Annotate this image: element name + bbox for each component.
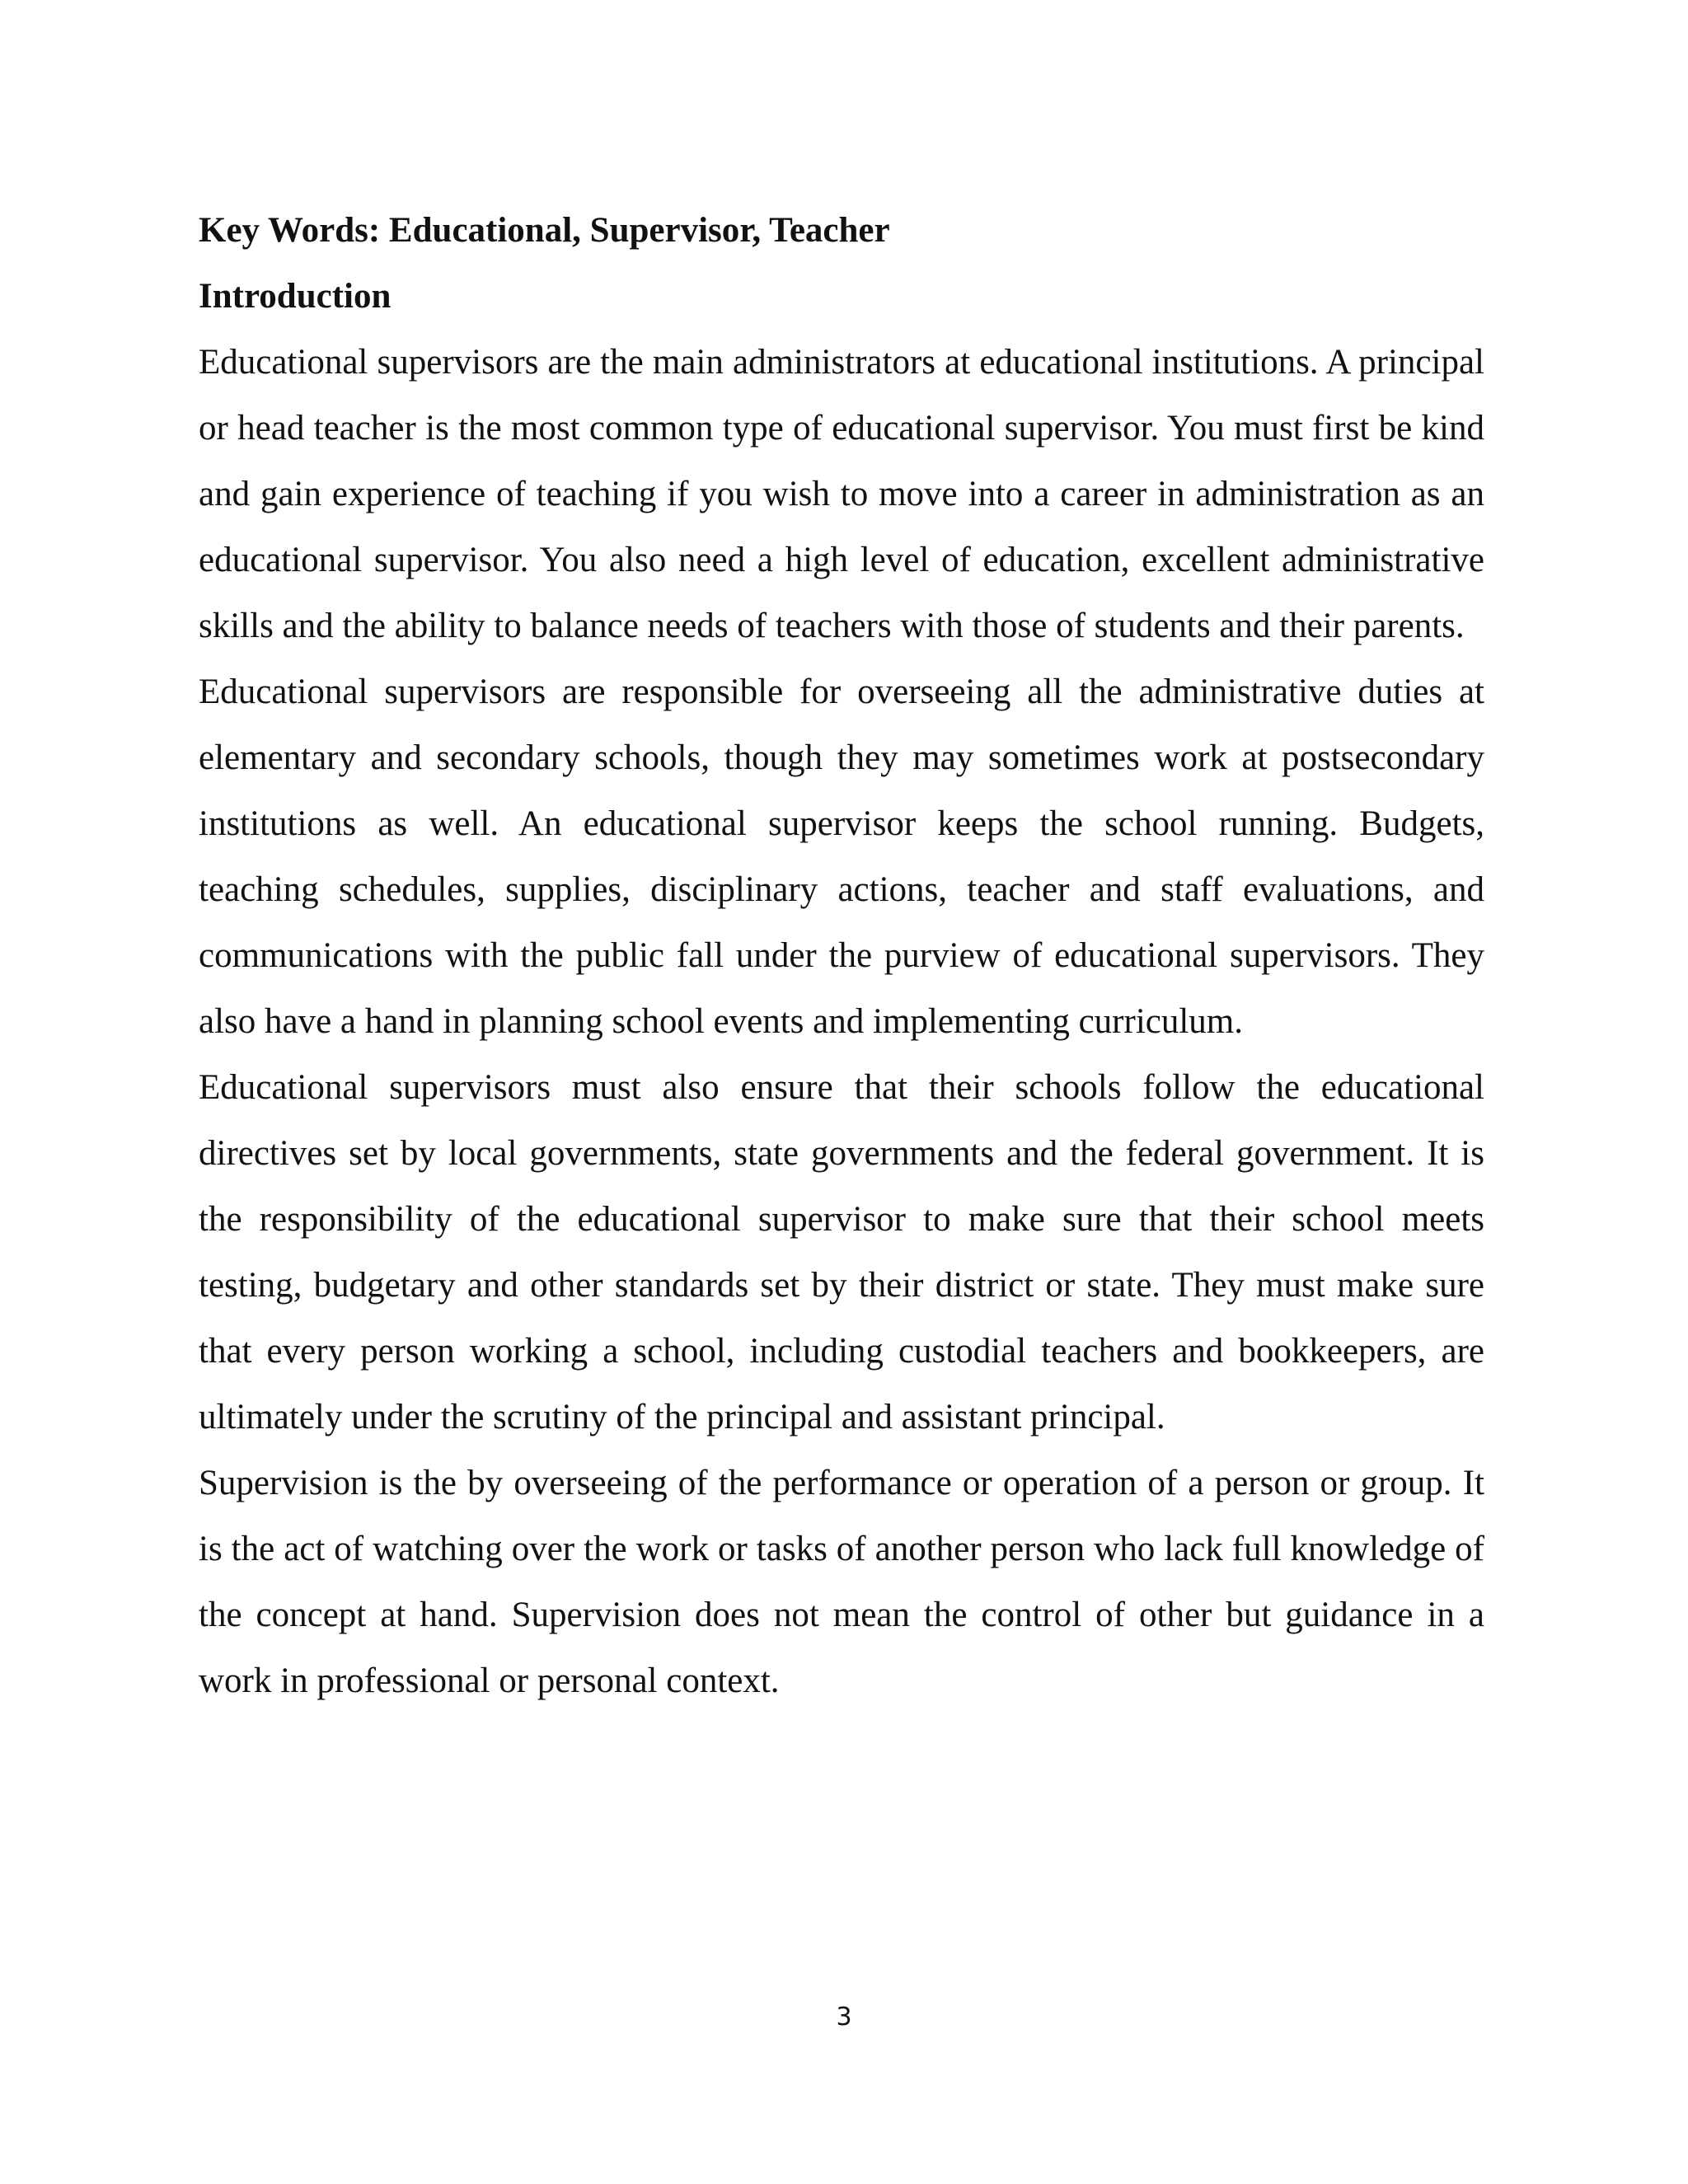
- keywords-line: Key Words: Educational, Supervisor, Teacher: [199, 211, 890, 250]
- paragraph-3: Educational supervisors must also ensure that their schools follow the educational directives set by local governments, state governments and the federal government. It is the responsibility of the educational supervisor to make sure that their school meets testing, budgetary and other standards set by their district or state. They must make sure that every person working a school, including custodial teachers and bookkeepers, are ultimately under the scrutiny of the principal and assistant principal.: [199, 1068, 1484, 1436]
- paragraph-4: Supervision is the by overseeing of the performance or operation of a person or group. It is the act of watching over the work or tasks of another person who lack full knowledge of the concept at hand. Supervision does not mean the control of other but guidance in a work in professional or personal context.: [199, 1464, 1484, 1700]
- section-title: Introduction: [199, 277, 392, 316]
- page-content: [199, 198, 1484, 1714]
- page-number: 3: [836, 2003, 852, 2032]
- paragraph-1: Educational supervisors are the main administrators at educational institutions. A principal or head teacher is the most common type of educational supervisor. You must first be kind and gain experience of teaching if you wish to move into a career in administration as an educational supervisor. You also need a high level of education, excellent administrative skills and the ability to balance needs of teachers with those of students and their parents.: [199, 343, 1484, 645]
- paragraph-2: Educational supervisors are responsible for overseeing all the administrative duties at elementary and secondary schools, though they may sometimes work at postsecondary institutions as well. An educational supervisor keeps the school running. Budgets, teaching schedules, supplies, disciplinary actions, teacher and staff evaluations, and communications with the public fall under the purview of educational supervisors. They also have a hand in planning school events and implementing curriculum.: [199, 673, 1484, 1041]
